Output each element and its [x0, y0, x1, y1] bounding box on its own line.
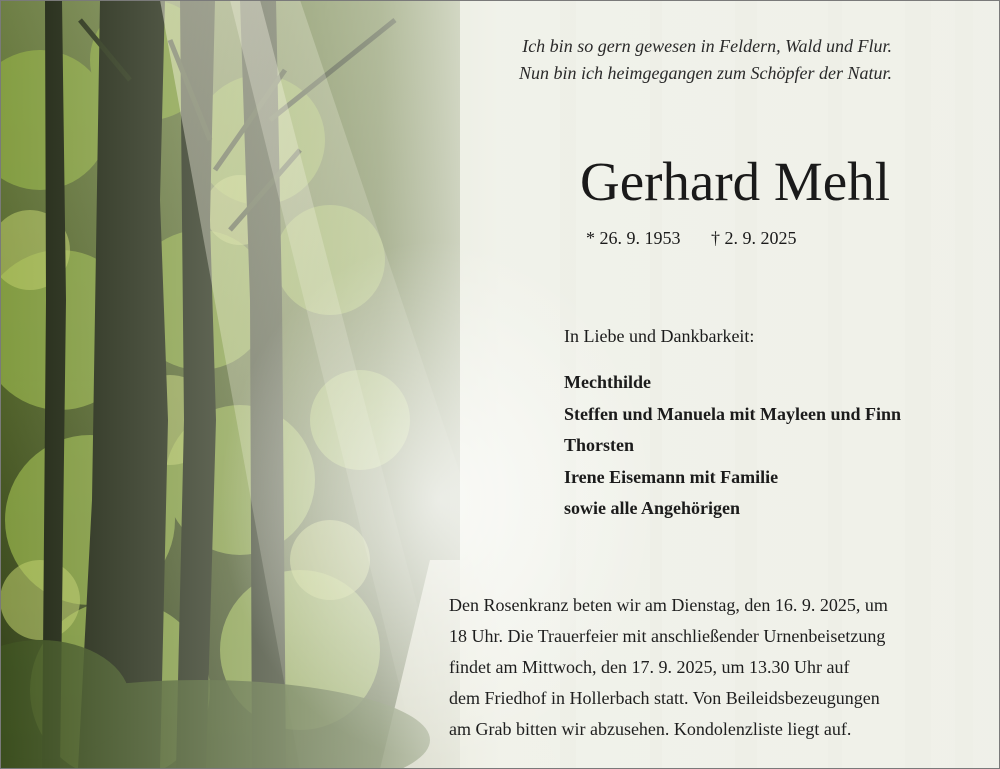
deceased-name: Gerhard Mehl [579, 151, 890, 212]
mourner-name: Irene Eisemann mit Familie [564, 466, 779, 487]
death-date: † 2. 9. 2025 [711, 228, 797, 248]
notice-line: Den Rosenkranz beten wir am Dienstag, den 16. 9. 2025, um [449, 595, 888, 615]
mourner-name: Steffen und Manuela mit Mayleen und Finn [564, 403, 902, 424]
memorial-verse [432, 33, 892, 87]
mourner-name: Thorsten [564, 435, 635, 455]
birth-date: * 26. 9. 1953 [586, 228, 681, 248]
funeral-notice [449, 590, 888, 745]
verse-line: Nun bin ich heimgegangen zum Schöpfer der Natur. [519, 63, 892, 83]
notice-line: 18 Uhr. Die Trauerfeier mit anschließender Urnenbeisetzung [449, 626, 886, 646]
mourner-name: Mechthilde [564, 372, 651, 392]
life-dates [586, 227, 797, 249]
notice-line: am Grab bitten wir abzusehen. Kondolenzliste liegt auf. [449, 719, 852, 739]
notice-line: findet am Mittwoch, den 17. 9. 2025, um 13.30 Uhr auf [449, 657, 850, 677]
notice-line: dem Friedhof in Hollerbach statt. Von Beileidsbezeugungen [449, 688, 880, 708]
dedication-line: In Liebe und Dankbarkeit: [564, 326, 755, 346]
verse-line: Ich bin so gern gewesen in Feldern, Wald und Flur. [522, 36, 892, 56]
mourners-list [564, 367, 901, 525]
mourner-name: sowie alle Angehörigen [564, 498, 740, 518]
